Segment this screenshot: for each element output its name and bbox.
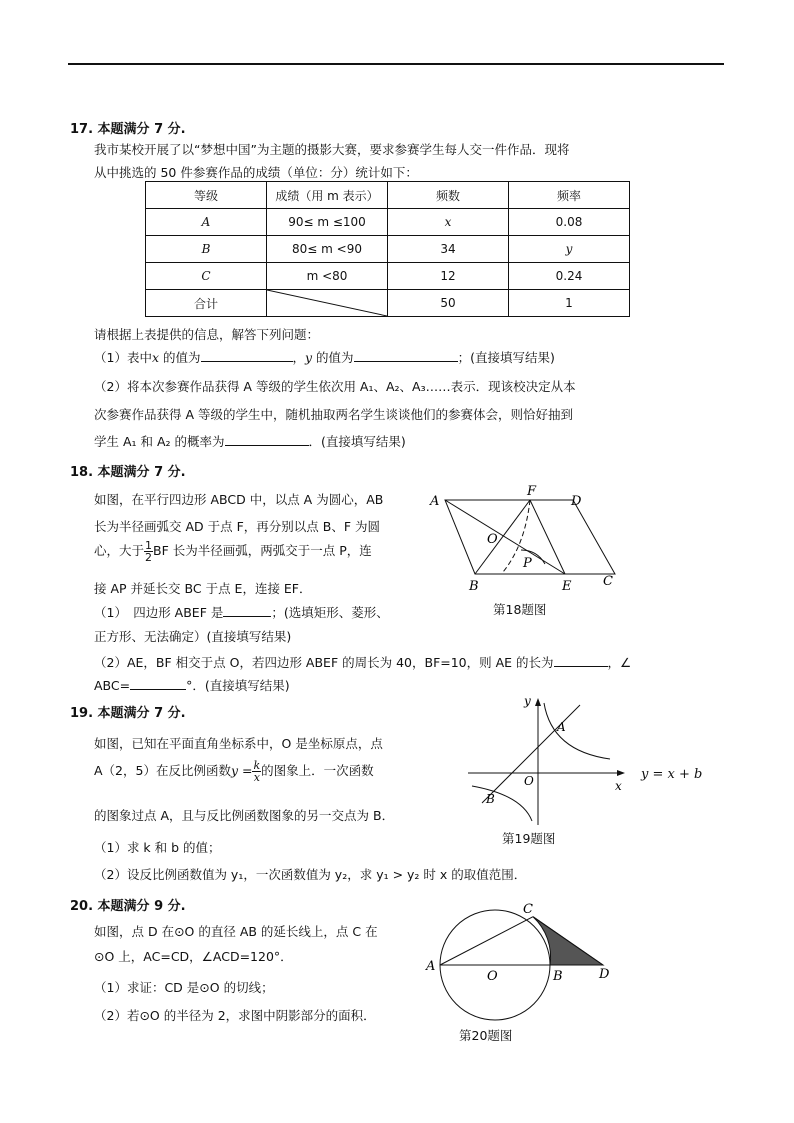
q17-title: 17. 本题满分 7 分.	[70, 122, 186, 137]
y-axis-arrow	[535, 698, 541, 706]
q17-p1-text: 的值为	[159, 350, 201, 365]
table-cell: 1	[509, 290, 630, 317]
q17-p2-text: 学生 A₁ 和 A₂ 的概率为	[94, 434, 225, 449]
q18-line1: 如图，在平行四边形 ABCD 中，以点 A 为圆心，AB	[94, 492, 384, 507]
label-d: D	[599, 967, 610, 982]
q18-p2-text: ABC=	[94, 678, 131, 693]
answer-blank[interactable]	[354, 349, 458, 362]
label-c: C	[523, 902, 533, 917]
table-row	[146, 209, 630, 236]
q17-p1-text: ，	[292, 350, 306, 365]
q18-part1-options: 正方形、无法确定）(直接填写结果)	[94, 629, 292, 644]
q20-figure	[420, 895, 620, 1025]
label-point-b: B	[486, 792, 495, 806]
q20-line1: 如图，点 D 在⊙O 的直径 AB 的延长线上，点 C 在	[94, 924, 378, 939]
answer-blank[interactable]	[130, 677, 186, 690]
table-cell: 12	[388, 263, 509, 290]
q18-line3-text: 心，大于	[94, 543, 145, 558]
var-y: y	[305, 350, 313, 365]
table-header-cell: 等级	[146, 182, 267, 209]
table-cell: m <80	[267, 263, 388, 290]
table-cell: 合计	[146, 290, 267, 317]
table-row	[146, 290, 630, 317]
label-x-axis: x	[615, 779, 622, 793]
table-cell: 80≤ m <90	[267, 236, 388, 263]
q18-part2-cont	[94, 676, 290, 694]
table-cell: 50	[388, 290, 509, 317]
fraction-denominator: x	[253, 771, 260, 784]
q20-line2: ⊙O 上，AC=CD，∠ACD=120°．	[94, 949, 293, 964]
fraction-numerator: 1	[145, 539, 153, 552]
label-origin: O	[524, 774, 534, 788]
table-cell: 90≤ m ≤100	[267, 209, 388, 236]
q20-part2: （2）若⊙O 的半径为 2，求图中阴影部分的面积．	[94, 1008, 376, 1023]
table-row	[146, 236, 630, 263]
label-y-axis: y	[524, 694, 531, 708]
label-b: B	[553, 969, 563, 984]
q17-part2-line3	[94, 432, 406, 450]
q18-caption: 第18题图	[493, 602, 547, 617]
q18-line2: 长为半径画弧交 AD 于点 F，再分别以点 B、F 为圆	[94, 519, 380, 534]
fraction-k-over-x	[252, 760, 261, 783]
var-y-eq: y =	[230, 763, 253, 778]
x-axis-arrow	[617, 770, 625, 776]
line-equation: y = x + b	[641, 767, 703, 782]
q18-p2-text: °．(直接填写结果)	[186, 678, 290, 693]
label-b: B	[469, 579, 479, 592]
grade-table	[145, 181, 630, 317]
q17-intro-line2: 从中挑选的 50 件参赛作品的成绩（单位：分）统计如下：	[94, 165, 418, 180]
q20-caption: 第20题图	[459, 1028, 513, 1043]
label-d: D	[571, 494, 582, 509]
table-header-cell: 频数	[388, 182, 509, 209]
q19-figure	[460, 693, 630, 828]
q20-title: 20. 本题满分 9 分.	[70, 899, 186, 914]
answer-blank[interactable]	[223, 604, 271, 617]
label-point-a: A	[557, 720, 566, 734]
table-cell: C	[146, 263, 267, 290]
table-header-cell: 频率	[509, 182, 630, 209]
q19-line2-text: A（2，5）在反比例函数	[94, 763, 231, 778]
diagonal-line	[267, 290, 387, 316]
fraction-numerator: k	[253, 759, 261, 772]
q19-part1: （1）求 k 和 b 的值；	[94, 840, 221, 855]
var-x: x	[151, 350, 160, 365]
label-a: A	[426, 959, 436, 974]
table-header-cell: 成绩（用 m 表示）	[267, 182, 388, 209]
table-row	[146, 263, 630, 290]
q18-title: 18. 本题满分 7 分.	[70, 465, 186, 480]
q19-line2-text: 的图象上．一次函数	[261, 763, 374, 778]
q18-p2-text: ，∠	[607, 655, 632, 670]
table-cell: B	[146, 236, 267, 263]
q18-part2	[94, 653, 631, 671]
q18-p1-text: ；(选填矩形、菱形、	[271, 605, 389, 620]
label-p: P	[523, 556, 532, 571]
q18-figure	[425, 480, 625, 592]
q17-part2-line1: （2）将本次参赛作品获得 A 等级的学生依次用 A₁、A₂、A₃……表示．现该校决定从本	[94, 379, 576, 394]
label-c: C	[603, 574, 613, 589]
label-a: A	[430, 494, 440, 509]
table-header-row	[146, 182, 630, 209]
fraction-half	[144, 540, 153, 563]
fraction-denominator: 2	[145, 551, 153, 564]
label-f: F	[527, 484, 537, 499]
q18-line4: 接 AP 并延长交 BC 于点 E，连接 EF．	[94, 581, 312, 596]
q17-p2-text: ．(直接填写结果)	[308, 434, 406, 449]
q18-p1-text: （1） 四边形 ABEF 是	[94, 605, 224, 620]
label-e: E	[562, 579, 572, 592]
q17-p1-text: 的值为	[312, 350, 354, 365]
q19-title: 19. 本题满分 7 分.	[70, 706, 186, 721]
q18-line3	[94, 540, 372, 563]
segment-bf	[475, 500, 530, 574]
q17-p1-text: （1）表中	[94, 350, 152, 365]
q19-line1: 如图，已知在平面直角坐标系中，O 是坐标原点，点	[94, 736, 383, 751]
q19-caption: 第19题图	[502, 831, 556, 846]
q20-part1: （1）求证：CD 是⊙O 的切线；	[94, 980, 274, 995]
q17-part1	[94, 348, 555, 366]
table-cell: 0.08	[509, 209, 630, 236]
table-cell: y	[509, 236, 630, 263]
q18-p2-text: （2）AE，BF 相交于点 O，若四边形 ABEF 的周长为 40，BF=10，则 AE 的长为	[94, 655, 554, 670]
q17-intro-line1: 我市某校开展了以“梦想中国”为主题的摄影大赛，要求参赛学生每人交一件作品．现将	[94, 142, 570, 157]
segment-ac	[440, 917, 533, 965]
table-cell: 34	[388, 236, 509, 263]
q19-part2: （2）设反比例函数值为 y₁，一次函数值为 y₂，求 y₁ > y₂ 时 x 的取值范围．	[94, 867, 527, 882]
table-cell: A	[146, 209, 267, 236]
q19-line3: 的图象过点 A，且与反比例函数图象的另一交点为 B．	[94, 808, 395, 823]
q18-line3-text: BF 长为半径画弧，两弧交于一点 P，连	[153, 543, 372, 558]
q17-p1-text: ；(直接填写结果)	[457, 350, 555, 365]
label-o: O	[487, 969, 498, 984]
table-cell-diagonal	[267, 290, 388, 317]
q18-part1	[94, 603, 389, 621]
table-cell: 0.24	[509, 263, 630, 290]
hyperbola-branch-2	[472, 786, 532, 821]
table-cell: x	[388, 209, 509, 236]
label-o: O	[487, 532, 498, 547]
answer-blank[interactable]	[554, 654, 608, 667]
answer-blank[interactable]	[225, 433, 309, 446]
answer-blank[interactable]	[201, 349, 293, 362]
header-rule	[68, 63, 724, 65]
q17-prompt: 请根据上表提供的信息，解答下列问题：	[94, 327, 320, 342]
q19-line2	[94, 760, 374, 783]
q17-part2-line2: 次参赛作品获得 A 等级的学生中，随机抽取两名学生谈谈他们的参赛体会，则恰好抽到	[94, 407, 573, 422]
